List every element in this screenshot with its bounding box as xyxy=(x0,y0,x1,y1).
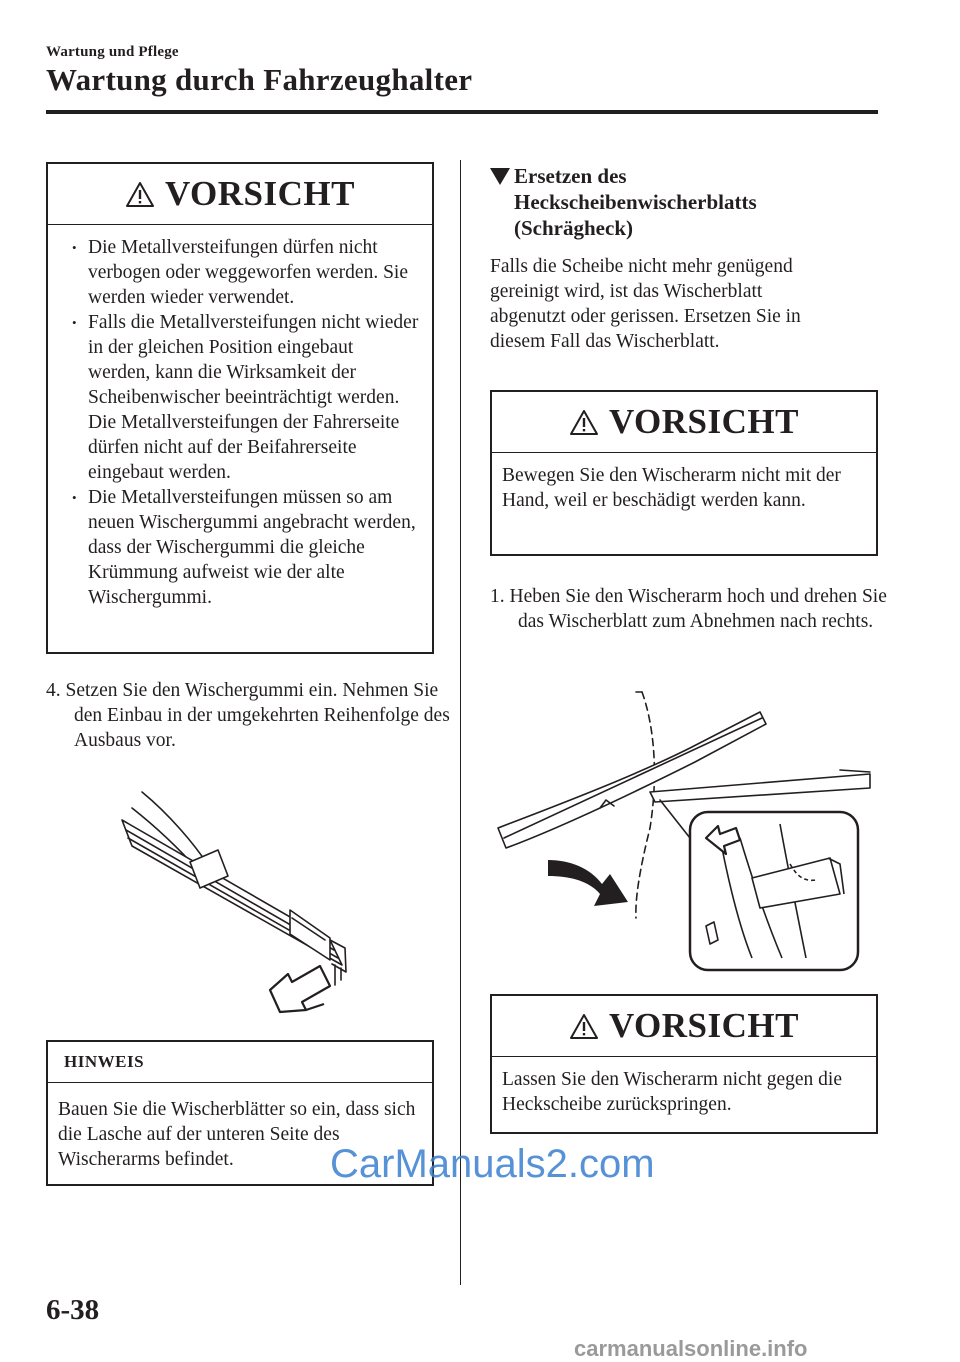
title-rule xyxy=(46,110,878,114)
caution-title: VORSICHT xyxy=(608,402,799,441)
caution-list xyxy=(48,225,432,622)
caution-item: • Die Metallversteifungen müssen so am neuen Wischergummi angebracht werden, dass der Wischergummi die gleiche Krümmung aufweist wie der alte Wischergummi. xyxy=(64,485,420,610)
caution-title: VORSICHT xyxy=(164,174,355,213)
caution-header xyxy=(48,164,432,225)
caution-box-right-2 xyxy=(490,994,878,1134)
warning-icon xyxy=(569,1013,599,1040)
caution-item: • Falls die Metallversteifungen nicht wieder in der gleichen Position eingebaut werden, kann die Wirksamkeit der Scheibenwischer beeinträchtigt werden. Die Metallversteifungen der Fahrerseite dürfen nicht auf der Beifahrerseite eingebaut werden. xyxy=(64,310,420,485)
intro-paragraph: Falls die Scheibe nicht mehr genügend gereinigt wird, ist das Wischerblatt abgenutzt oder gerissen. Ersetzen Sie in diesem Fall das Wischerblatt. xyxy=(490,256,801,352)
rear-wiper-illustration xyxy=(490,688,875,973)
warning-icon xyxy=(125,181,155,208)
wiper-rubber-illustration xyxy=(120,790,360,1020)
caution-box-left xyxy=(46,162,434,654)
step-1: 1. Heben Sie den Wischerarm hoch und drehen Sie das Wischerblatt zum Abnehmen nach rechts. xyxy=(490,586,887,632)
caution-box-right-1 xyxy=(490,390,878,556)
source-watermark: carmanualsonline.info xyxy=(574,1336,808,1361)
page-title: Wartung durch Fahrzeughalter xyxy=(46,62,473,97)
caution-header xyxy=(492,392,876,453)
note-title: HINWEIS xyxy=(48,1042,432,1083)
watermark: CarManuals2.com xyxy=(330,1142,655,1186)
section-label: Wartung und Pflege xyxy=(46,44,179,60)
section-heading xyxy=(490,163,850,241)
note-text: Bauen Sie die Wischerblätter so ein, dass sich die Lasche auf der unteren Seite des Wischerarms befindet. xyxy=(58,1099,416,1170)
warning-icon xyxy=(569,409,599,436)
section-heading-text: Ersetzen des Heckscheibenwischerblatts (Schrägheck) xyxy=(514,164,757,240)
page-number: 6-38 xyxy=(46,1294,100,1326)
triangle-marker-icon xyxy=(490,168,510,185)
step-4: 4. Setzen Sie den Wischergummi ein. Nehmen Sie den Einbau in der umgekehrten Reihenfolge des Ausbaus vor. xyxy=(46,680,450,751)
caution-text: Bewegen Sie den Wischerarm nicht mit der Hand, weil er beschädigt werden kann. xyxy=(502,465,841,511)
caution-title: VORSICHT xyxy=(608,1006,799,1045)
caution-text: Lassen Sie den Wischerarm nicht gegen die Heckscheibe zurückspringen. xyxy=(502,1069,842,1115)
caution-item: • Die Metallversteifungen dürfen nicht verbogen oder weggeworfen werden. Sie werden wieder verwendet. xyxy=(64,235,420,310)
caution-header xyxy=(492,996,876,1057)
